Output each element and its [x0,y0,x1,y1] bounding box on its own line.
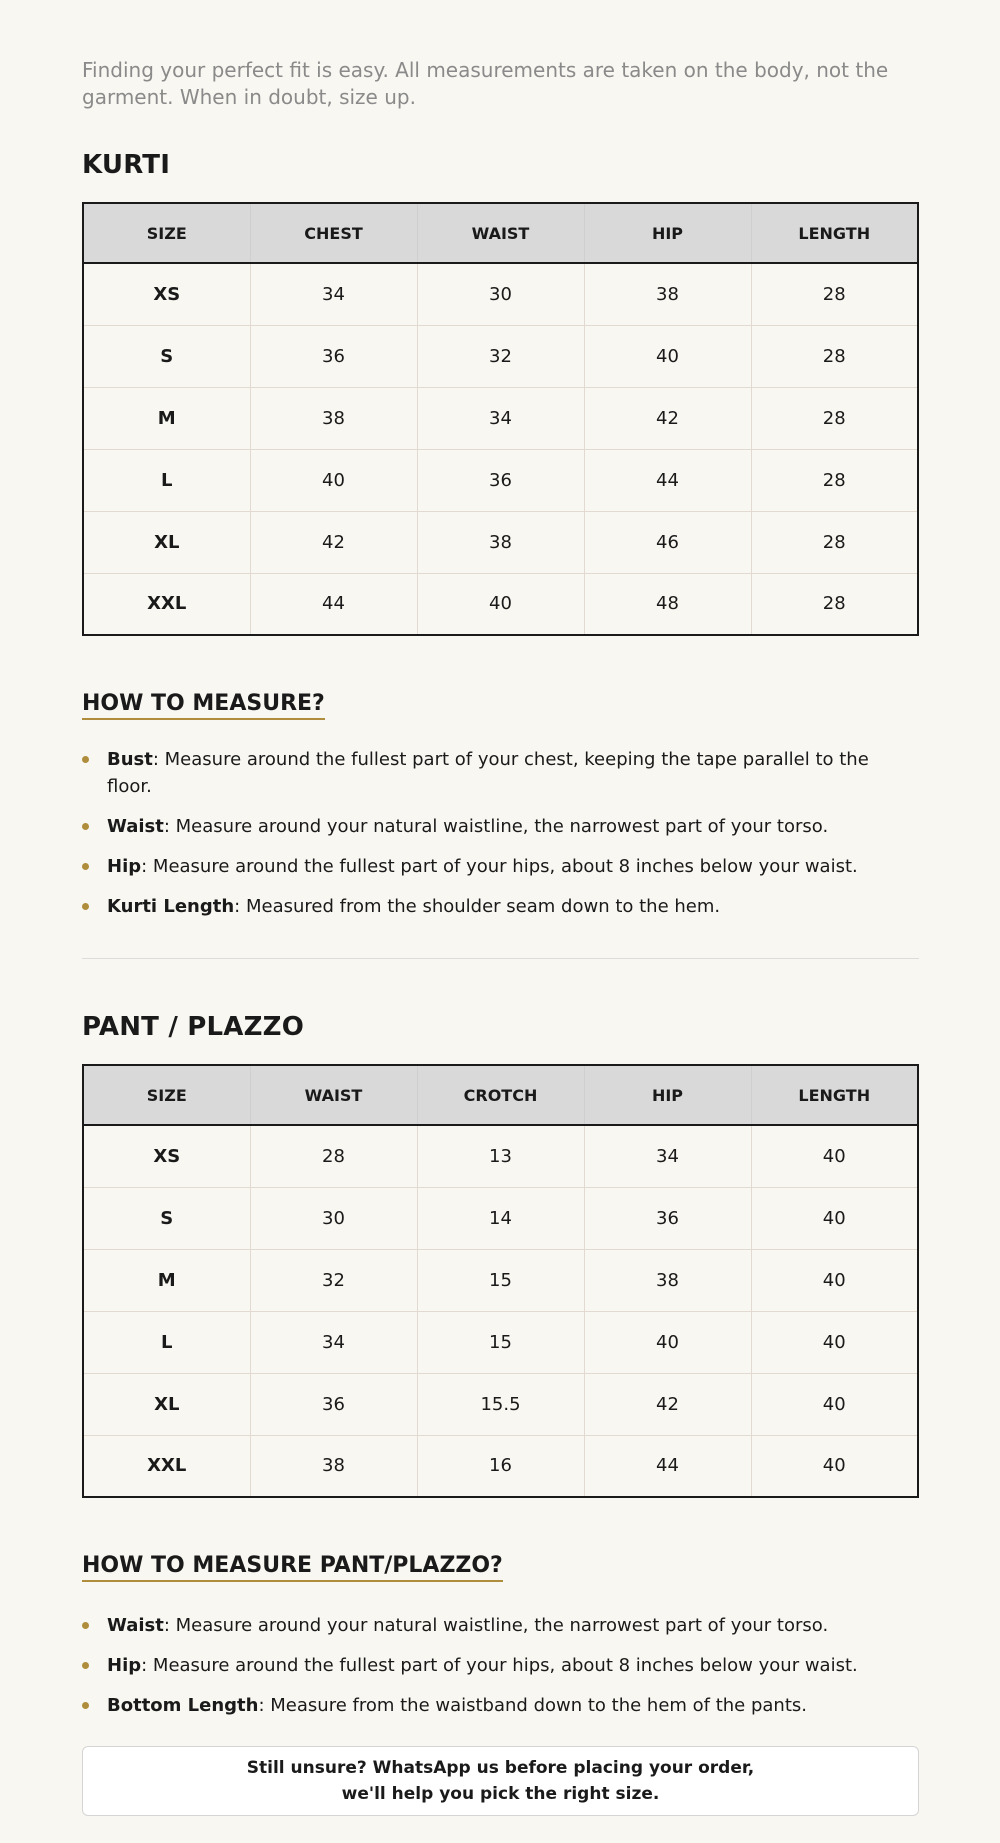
header-hip: HIP [584,203,751,263]
measurement-cell: 28 [751,325,918,387]
measurement-cell: 40 [584,325,751,387]
table-row [83,449,918,511]
size-cell: L [83,449,250,511]
measurement-cell: 36 [250,325,417,387]
measurement-cell: 34 [417,387,584,449]
table-row [83,573,918,635]
size-cell: XS [83,263,250,325]
table-row [83,325,918,387]
size-cell: XXL [83,573,250,635]
list-item: Hip: Measure around the fullest part of your hips, about 8 inches below your waist. [82,853,882,880]
measurement-cell: 28 [250,1125,417,1187]
how-to-measure-list [82,746,882,933]
measurement-cell: 28 [751,449,918,511]
table-row [83,511,918,573]
measurement-cell: 40 [751,1125,918,1187]
measurement-cell: 40 [751,1435,918,1497]
measurement-cell: 32 [417,325,584,387]
table-row [83,1249,918,1311]
measurement-cell: 42 [250,511,417,573]
measurement-cell: 32 [250,1249,417,1311]
header-crotch: CROTCH [417,1065,584,1125]
header-hip: HIP [584,1065,751,1125]
measurement-cell: 46 [584,511,751,573]
measurement-cell: 40 [584,1311,751,1373]
measurement-cell: 40 [751,1311,918,1373]
measurement-cell: 38 [584,263,751,325]
size-cell: S [83,325,250,387]
measurement-cell: 42 [584,387,751,449]
measurement-cell: 38 [584,1249,751,1311]
measurement-cell: 34 [584,1125,751,1187]
size-cell: S [83,1187,250,1249]
measurement-cell: 13 [417,1125,584,1187]
measurement-cell: 48 [584,573,751,635]
header-size: SIZE [83,1065,250,1125]
section-divider [82,958,919,959]
list-item: Kurti Length: Measured from the shoulder seam down to the hem. [82,893,882,920]
measurement-cell: 34 [250,1311,417,1373]
header-length: LENGTH [751,203,918,263]
measurement-cell: 28 [751,263,918,325]
size-cell: XXL [83,1435,250,1497]
measurement-cell: 36 [417,449,584,511]
measurement-cell: 30 [250,1187,417,1249]
size-cell: M [83,387,250,449]
measurement-cell: 38 [250,1435,417,1497]
measurement-cell: 44 [584,1435,751,1497]
measurement-cell: 14 [417,1187,584,1249]
size-cell: XL [83,511,250,573]
measurement-cell: 34 [250,263,417,325]
table-row [83,1125,918,1187]
table-row [83,263,918,325]
size-cell: L [83,1311,250,1373]
kurti-size-table [82,202,919,636]
how-to-measure-pant-list [82,1612,882,1732]
size-cell: XL [83,1373,250,1435]
whatsapp-help-box [82,1746,919,1816]
how-to-measure-title: HOW TO MEASURE? [82,691,325,720]
size-cell: XS [83,1125,250,1187]
table-row [83,1311,918,1373]
list-item: Bust: Measure around the fullest part of your chest, keeping the tape parallel to the floor. [82,746,882,800]
measurement-cell: 38 [250,387,417,449]
list-item: Waist: Measure around your natural waistline, the narrowest part of your torso. [82,813,882,840]
size-cell: M [83,1249,250,1311]
table-row [83,1187,918,1249]
header-waist: WAIST [250,1065,417,1125]
header-length: LENGTH [751,1065,918,1125]
table-header-row [83,203,918,263]
measurement-cell: 28 [751,573,918,635]
how-to-measure-pant-title: HOW TO MEASURE PANT/PLAZZO? [82,1553,503,1582]
measurement-cell: 28 [751,511,918,573]
header-waist: WAIST [417,203,584,263]
table-header-row [83,1065,918,1125]
table-row [83,1435,918,1497]
measurement-cell: 42 [584,1373,751,1435]
measurement-cell: 38 [417,511,584,573]
measurement-cell: 40 [751,1249,918,1311]
pant-size-table [82,1064,919,1498]
measurement-cell: 40 [751,1187,918,1249]
measurement-cell: 36 [584,1187,751,1249]
measurement-cell: 36 [250,1373,417,1435]
kurti-title: KURTI [82,150,171,180]
pant-title: PANT / PLAZZO [82,1012,305,1042]
measurement-cell: 40 [751,1373,918,1435]
list-item: Waist: Measure around your natural waistline, the narrowest part of your torso. [82,1612,882,1639]
list-item: Bottom Length: Measure from the waistband down to the hem of the pants. [82,1692,882,1719]
measurement-cell: 28 [751,387,918,449]
measurement-cell: 40 [417,573,584,635]
measurement-cell: 15 [417,1249,584,1311]
measurement-cell: 16 [417,1435,584,1497]
measurement-cell: 44 [584,449,751,511]
measurement-cell: 44 [250,573,417,635]
intro-text: Finding your perfect fit is easy. All measurements are taken on the body, not the garment. When in doubt, size up. [82,58,889,109]
cta-line-1: Still unsure? WhatsApp us before placing your order, [246,1758,755,1778]
header-size: SIZE [83,203,250,263]
cta-line-2: we'll help you pick the right size. [341,1784,660,1804]
table-row [83,1373,918,1435]
measurement-cell: 40 [250,449,417,511]
list-item: Hip: Measure around the fullest part of your hips, about 8 inches below your waist. [82,1652,882,1679]
measurement-cell: 30 [417,263,584,325]
table-row [83,387,918,449]
header-chest: CHEST [250,203,417,263]
measurement-cell: 15.5 [417,1373,584,1435]
measurement-cell: 15 [417,1311,584,1373]
